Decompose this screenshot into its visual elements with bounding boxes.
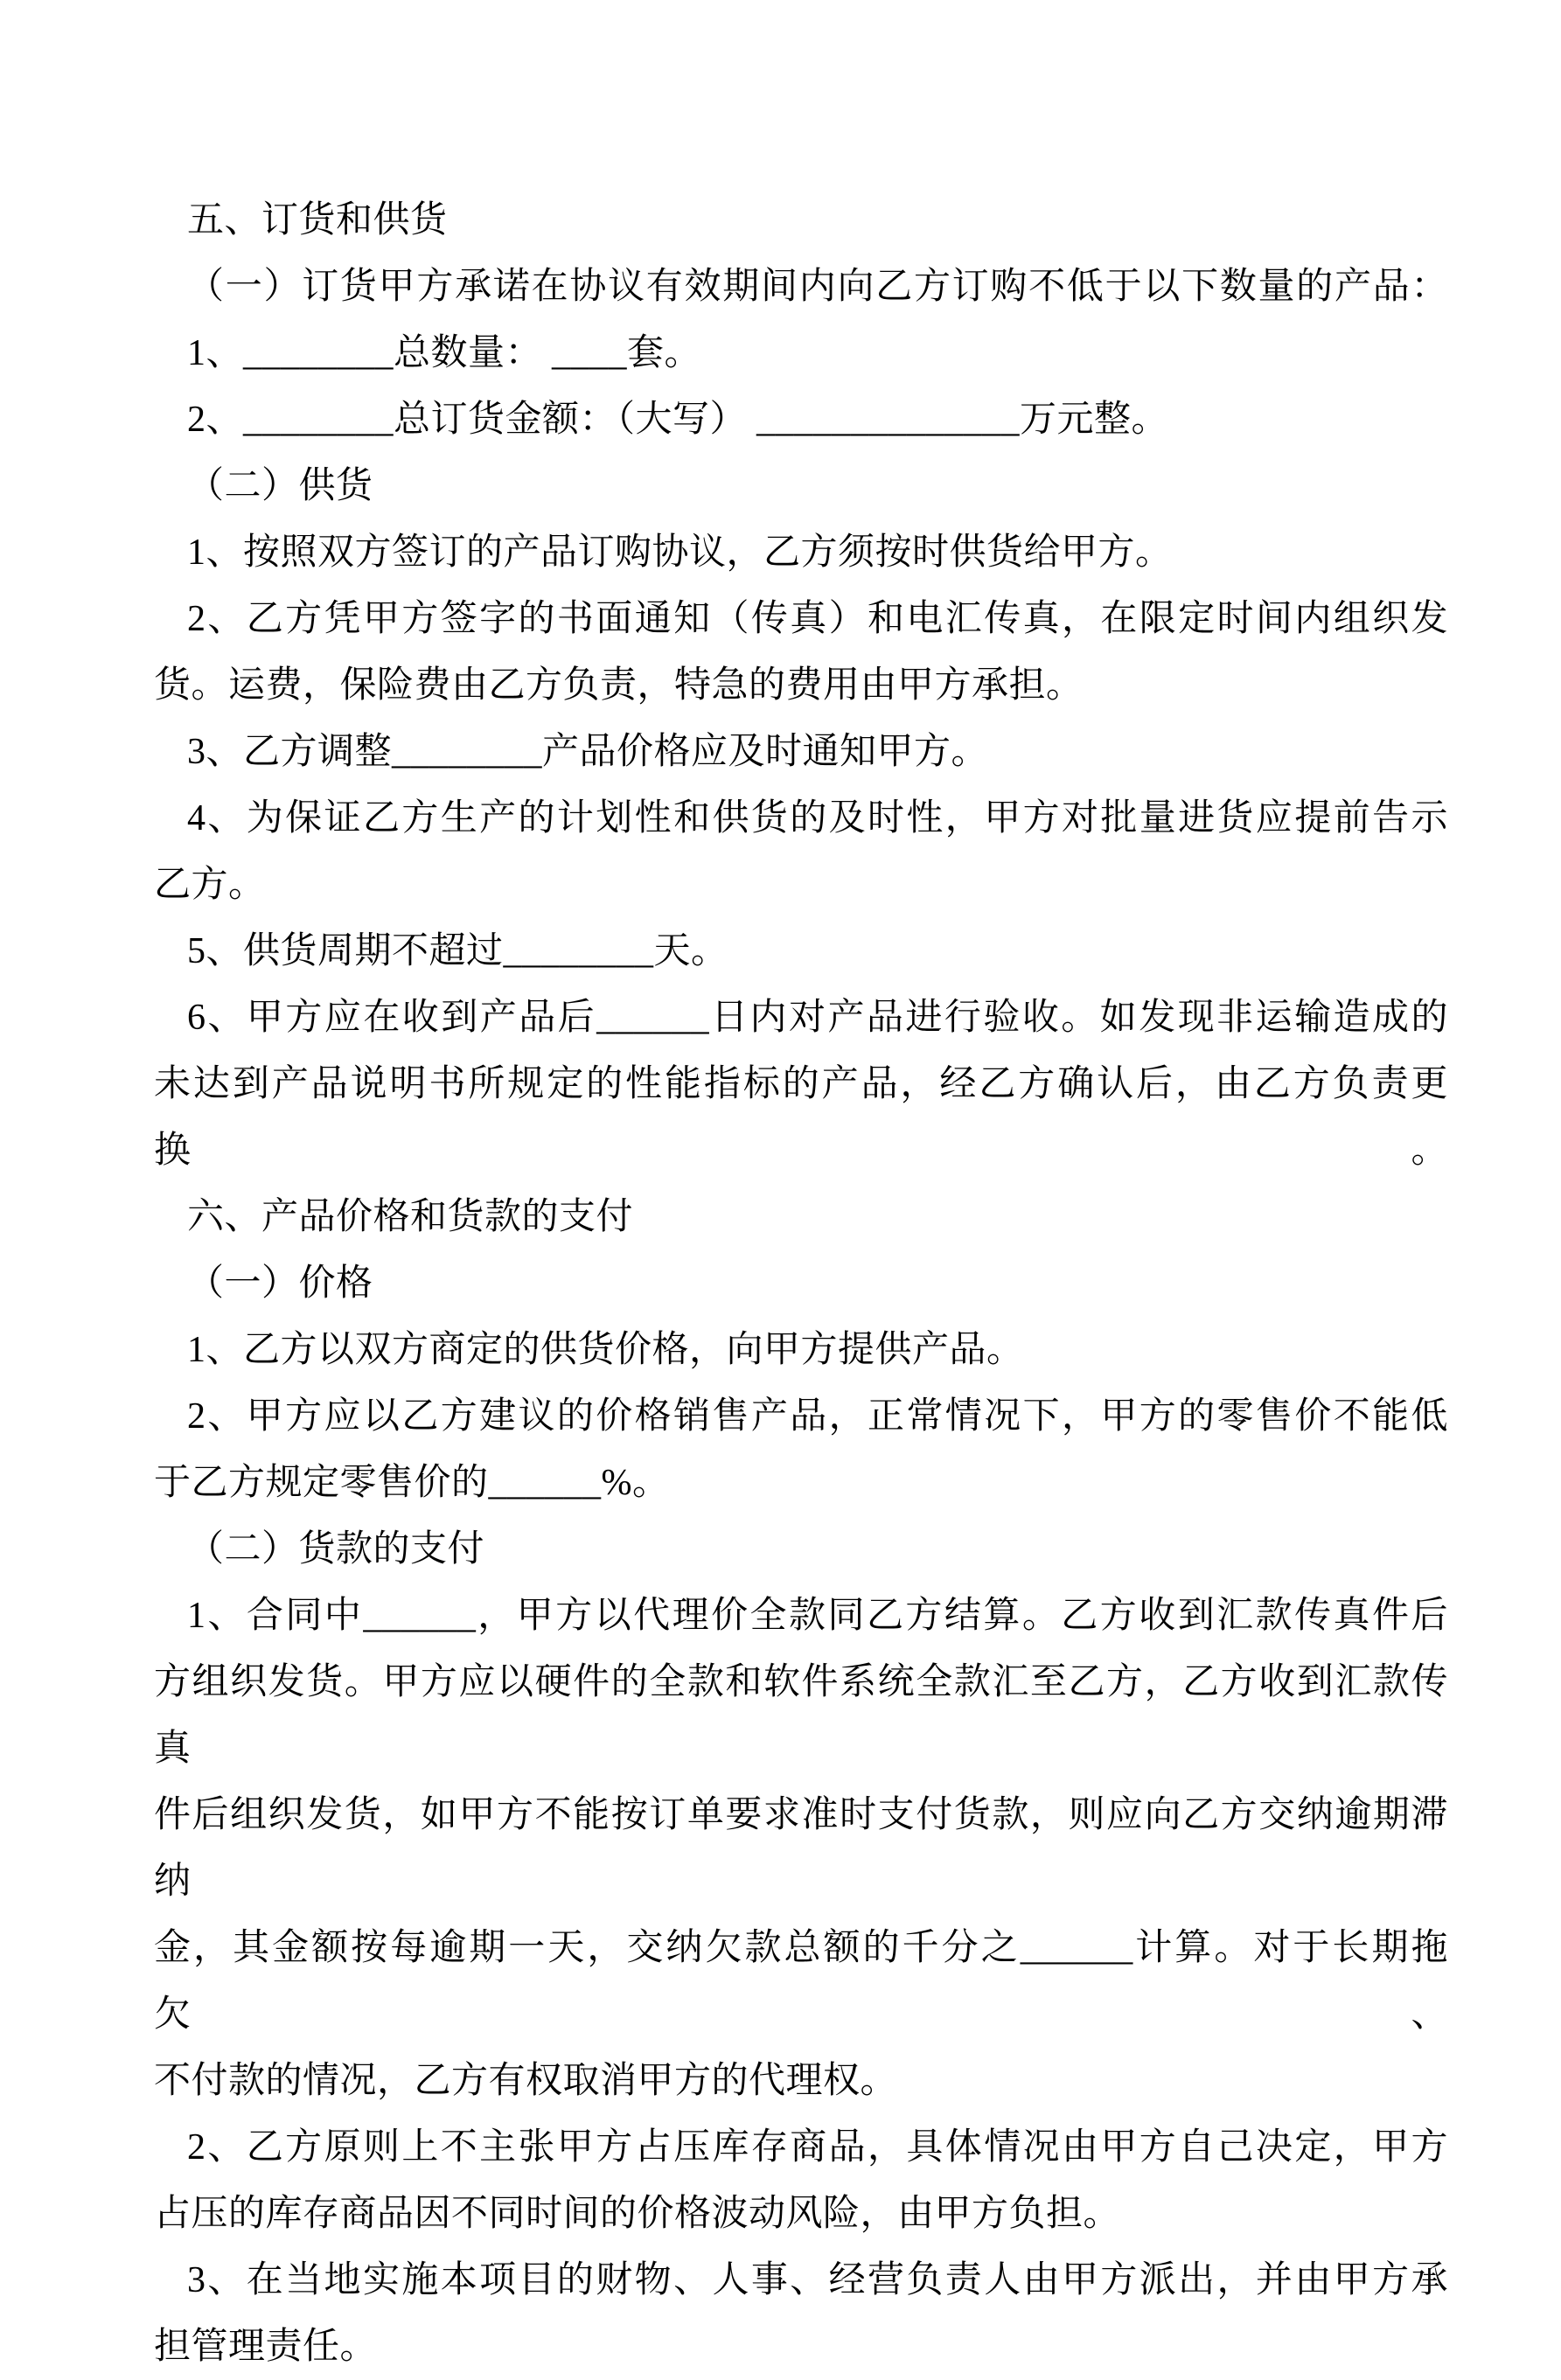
paragraph-line: 3、在当地实施本项目的财物、人事、经营负责人由甲方派出，并由甲方承 — [187, 2260, 1448, 2300]
paragraph-line: 不付款的情况，乙方有权取消甲方的代理权。 — [154, 2061, 898, 2101]
paragraph-line: 2、________总订货金额：（大写） ______________万元整。 — [187, 400, 1169, 440]
paragraph-line: 1、按照双方签订的产品订购协议，乙方须按时供货给甲方。 — [187, 532, 1173, 573]
document-body — [154, 187, 1448, 2380]
paragraph-line: 方组织发货。甲方应以硬件的全款和软件系统全款汇至乙方，乙方收到汇款传真 — [154, 1662, 1448, 1769]
paragraph-line: 4、为保证乙方生产的计划性和供货的及时性，甲方对批量进货应提前告示 — [187, 798, 1448, 839]
paragraph-line: 1、乙方以双方商定的供货价格，向甲方提供产品。 — [187, 1330, 1024, 1370]
paragraph-line: 6、甲方应在收到产品后______日内对产品进行验收。如发现非运输造成的 — [187, 998, 1448, 1038]
subsection-heading: （二）货款的支付 — [187, 1529, 485, 1569]
paragraph-line: 占压的库存商品因不同时间的价格波动风险，由甲方负担。 — [154, 2194, 1121, 2234]
paragraph-line: 担管理责任。 — [154, 2327, 378, 2367]
subsection-heading: （二）供货 — [187, 466, 373, 506]
paragraph-line: 1、合同中______，甲方以代理价全款同乙方结算。乙方收到汇款传真件后 — [187, 1596, 1448, 1636]
paragraph-line: 3、乙方调整________产品价格应及时通知甲方。 — [187, 732, 989, 772]
subsection-heading: （一）价格 — [187, 1263, 373, 1304]
paragraph-line: 2、乙方原则上不主张甲方占压库存商品，具体情况由甲方自己决定，甲方 — [187, 2127, 1448, 2168]
paragraph-line: 件后组织发货，如甲方不能按订单要求准时支付货款，则应向乙方交纳逾期滞纳 — [154, 1795, 1448, 1902]
paragraph-line: 未达到产品说明书所规定的性能指标的产品，经乙方确认后，由乙方负责更换。 — [154, 1064, 1448, 1171]
section-heading: 五、订货和供货 — [187, 200, 448, 240]
paragraph-line: 货。运费，保险费由乙方负责，特急的费用由甲方承担。 — [154, 665, 1084, 706]
section-heading: 六、产品价格和货款的支付 — [187, 1197, 634, 1237]
paragraph-line: 于乙方规定零售价的______%。 — [154, 1463, 670, 1503]
paragraph-line: 2、乙方凭甲方签字的书面通知（传真）和电汇传真，在限定时间内组织发 — [187, 599, 1448, 639]
paragraph-line: 2、甲方应以乙方建议的价格销售产品，正常情况下，甲方的零售价不能低 — [187, 1396, 1448, 1437]
paragraph-line: （一）订货甲方承诺在协议有效期间内向乙方订购不低于以下数量的产品： — [187, 267, 1448, 307]
paragraph-line: 1、________总数量： ____套。 — [187, 333, 702, 373]
paragraph-line: 金，其金额按每逾期一天，交纳欠款总额的千分之______计算。对于长期拖欠、 — [154, 1928, 1448, 2035]
paragraph-line: 5、供货周期不超过________天。 — [187, 931, 728, 971]
paragraph-line: 乙方。 — [154, 865, 266, 905]
